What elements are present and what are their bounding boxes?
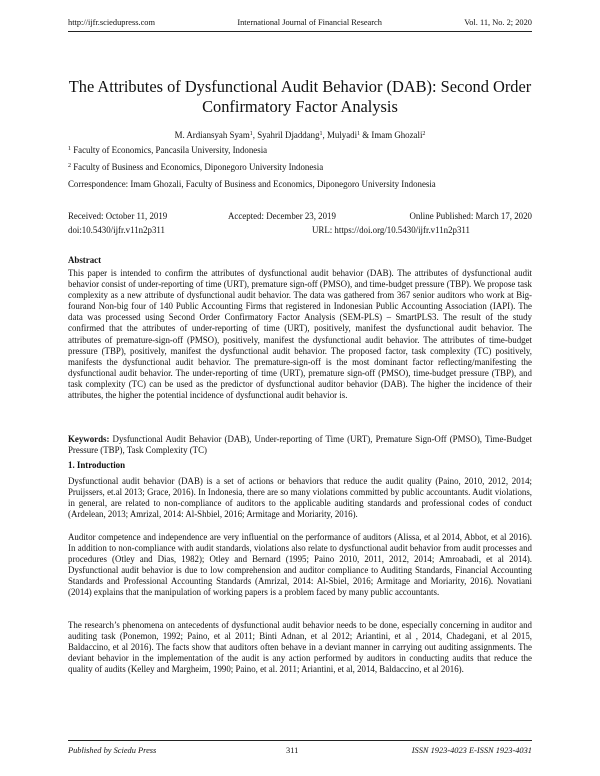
- accepted-date: Accepted: December 23, 2019: [228, 211, 336, 221]
- author-name: M. Ardiansyah Syam: [174, 130, 250, 140]
- author-sup: 1: [357, 131, 361, 137]
- keywords-label: Keywords:: [68, 434, 110, 444]
- header-rule: [68, 31, 532, 32]
- keywords-text: Dysfunctional Audit Behavior (DAB), Under-reporting of Time (URT), Premature Sign-Off (PMSO), Time-Budget Pressure (TBP), Task Complexity (TC): [68, 434, 532, 456]
- correspondence: Correspondence: Imam Ghozali, Faculty of Business and Economics, Diponegoro University Indonesia: [68, 179, 436, 189]
- footer-rule: [68, 740, 532, 741]
- author-name: , Mulyadi: [322, 130, 358, 140]
- journal-volume: Vol. 11, No. 2; 2020: [464, 18, 532, 27]
- intro-paragraph-2: Auditor competence and independence are very influential on the performance of auditors (Alissa, et al 2014, Abbot, et al 2016). In addition to non-compliance with audit standards, violations also relate to dysfunctional audit behavior from audit processes and procedures (Otley and Dias, 1982); Otley and Bernard (1995; Paino 2010, 2011, 2012, 2014; Amroabadi, et al 2014). Dysfunctional audit behavior is due to low comprehension and auditor compliance to Auditing Standards, Financial Accounting Standards and Professional Accounting Standards (Amrizal, 2014: Al-Sbiel, 2016; Armitage and Moriarity, 2016). Novatiani (2014) explains that the manipulation of working papers is a problem faced by many public accountants.: [68, 532, 532, 598]
- issn: ISSN 1923-4023 E-ISSN 1923-4031: [411, 746, 532, 755]
- abstract-text: This paper is intended to confirm the attributes of dysfunctional audit behavior (DAB). The attributes of dysfunctional audit behavior consist of under-reporting of time (URT), premature sign-off (PMSO), and time-budget pressure (TBP). We propose task complexity as a new attribute of dysfunctional audit behavior. The data was gathered from 367 senior auditors who work at Big-fourand Non-big four of 140 Public Accounting Firms that registered in Indonesian Public Accounting Association (IAPI). The data was processed using Second Order Confirmatory Factor Analysis (SEM-PLS) – SmartPLS3. The result of the study confirmed that the attributes of under-reporting of time (URT), positively, manifest the dysfunctional audit behavior. The attributes of premature-sign-off (PMSO), positively, manifest the dysfunctional audit behavior. The attributes of time-budget pressure (TBP), positively, manifest the dysfunctional audit behavior. The proposed factor, task complexity (TC) positively, manifests the dysfunctional audit behavior. The premature-sign-off is the most dominant factor reflecting/manifesting the dysfunctional audit behavior. The under-reporting of time (URT), premature sign-off (PMSO), time-budget pressure (TBP), and task complexity (TC) can be used as the predictor of dysfunctional auditor behavior (DAB). The higher the incidence of their attributes, the higher the potential incidence of dysfunctional audit behavior is.: [68, 268, 532, 401]
- abstract-heading: Abstract: [68, 255, 102, 265]
- affiliation-text: Faculty of Economics, Pancasila University, Indonesia: [71, 145, 268, 155]
- author-name: , Syahril Djaddang: [252, 130, 320, 140]
- affiliation-sup: 1: [68, 146, 71, 152]
- doi: doi:10.5430/ijfr.v11n2p311: [68, 225, 165, 235]
- affiliation-sup: 2: [68, 163, 71, 169]
- author-name: & Imam Ghozali: [360, 130, 423, 140]
- intro-paragraph-1: Dysfunctional audit behavior (DAB) is a set of actions or behaviors that reduce the audit quality (Paino, 2010, 2012, 2014; Pruijssers, et.al 2013; Grace, 2016). In Indonesia, there are so many violations committed by public accountants. Audit violations, in general, are related to non-compliance of auditors to the applicable auditing standards and professional codes of conduct (Ardelean, 2013; Amrizal, 2014: Al-Shbiel, 2016; Armitage and Moriarity, 2016).: [68, 476, 532, 520]
- author-list: [68, 130, 532, 140]
- running-header: [68, 18, 532, 27]
- keywords: [68, 434, 532, 456]
- journal-url[interactable]: http://ijfr.sciedupress.com: [68, 18, 155, 27]
- online-date: Online Published: March 17, 2020: [409, 211, 532, 221]
- affiliation-text: Faculty of Business and Economics, Diponegoro University Indonesia: [71, 162, 324, 172]
- publication-dates: [68, 211, 532, 239]
- page-number: 311: [286, 746, 299, 755]
- author-sup: 1: [249, 131, 253, 137]
- paper-title: The Attributes of Dysfunctional Audit Behavior (DAB): Second Order Confirmatory Factor Analysis: [68, 77, 532, 116]
- publisher: Published by Sciedu Press: [68, 746, 157, 755]
- doi-url[interactable]: URL: https://doi.org/10.5430/ijfr.v11n2p311: [312, 225, 470, 235]
- received-date: Received: October 11, 2019: [68, 211, 168, 221]
- journal-name: International Journal of Financial Research: [237, 18, 382, 27]
- author-sup: 2: [422, 131, 426, 137]
- affiliation-1: [68, 145, 532, 156]
- author-sup: 1: [319, 131, 323, 137]
- intro-paragraph-3: The research’s phenomena on antecedents of dysfunctional audit behavior needs to be done, especially concerning in auditor and auditing task (Ponemon, 1992; Paino, et al 2011; Binti Adnan, et al 2012; Ariantini, et al , 2014, Chadegani, et al 2015, Baldaccino, et al 2016). The facts show that auditors often behave in a deviant manner in carrying out auditing assignments. The deviant behavior in the implementation of the audit is any action performed by auditors in conducting audits that reduce the quality of audits (Kelley and Margheim, 1990; Paino, et al. 2011; Ariantini, et al, 2014, Baldaccino, et al 2016).: [68, 620, 532, 675]
- affiliation-2: [68, 162, 532, 173]
- intro-heading: 1. Introduction: [68, 460, 126, 470]
